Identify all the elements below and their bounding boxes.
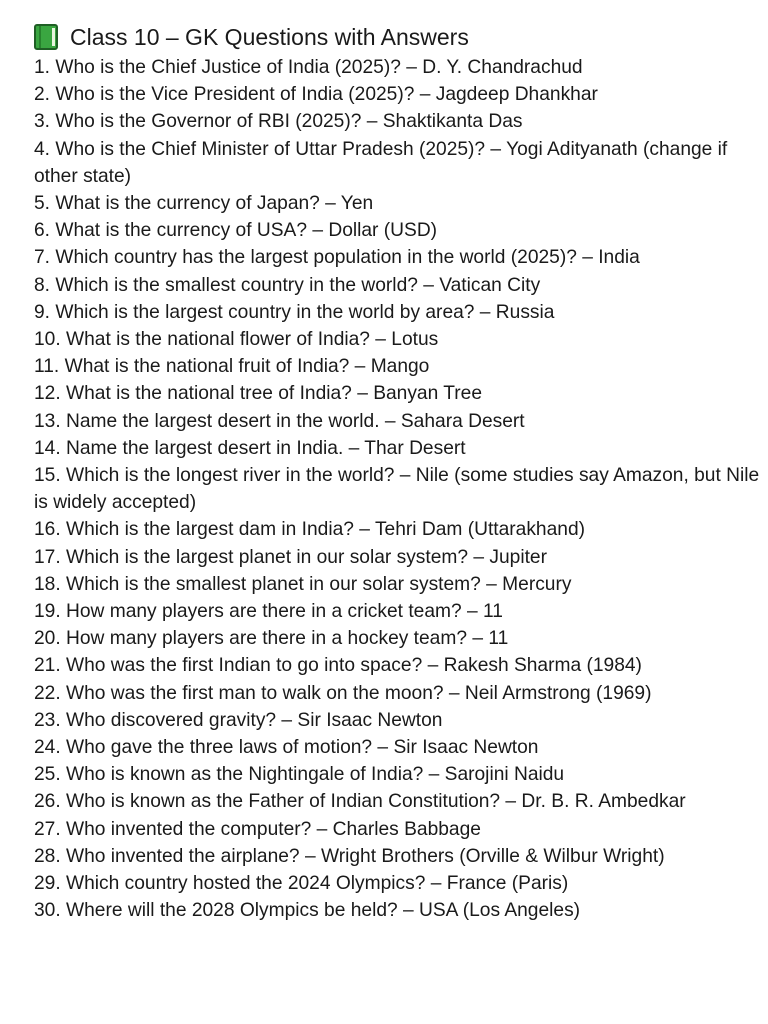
question-item: 21. Who was the first Indian to go into space? – Rakesh Sharma (1984) — [34, 655, 642, 677]
question-item: 22. Who was the first man to walk on the moon? – Neil Armstrong (1969) — [34, 682, 652, 704]
question-item: 24. Who gave the three laws of motion? – Sir Isaac Newton — [34, 737, 539, 759]
question-item: 15. Which is the longest river in the world? – Nile (some studies say Amazon, but Nile is widely accepted) — [34, 465, 760, 514]
question-item: 2. Who is the Vice President of India (2025)? – Jagdeep Dhankhar — [34, 84, 598, 106]
question-item: 27. Who invented the computer? – Charles Babbage — [34, 818, 481, 840]
question-item: 23. Who discovered gravity? – Sir Isaac Newton — [34, 709, 443, 731]
question-item: 20. How many players are there in a hockey team? – 11 — [34, 628, 509, 650]
question-item: 26. Who is known as the Father of Indian Constitution? – Dr. B. R. Ambedkar — [34, 791, 686, 813]
question-item: 9. Which is the largest country in the world by area? – Russia — [34, 301, 555, 323]
document-body — [34, 20, 760, 925]
question-item: 3. Who is the Governor of RBI (2025)? – Shaktikanta Das — [34, 111, 523, 133]
question-item: 12. What is the national tree of India? – Banyan Tree — [34, 383, 482, 405]
question-item: 25. Who is known as the Nightingale of India? – Sarojini Naidu — [34, 764, 565, 786]
question-list — [34, 54, 760, 925]
question-item: 29. Which country hosted the 2024 Olympics? – France (Paris) — [34, 873, 569, 895]
question-item: 10. What is the national flower of India? – Lotus — [34, 329, 439, 351]
question-item: 1. Who is the Chief Justice of India (2025)? – D. Y. Chandrachud — [34, 57, 583, 78]
question-item: 7. Which country has the largest population in the world (2025)? – India — [34, 247, 640, 269]
green-book-icon — [34, 24, 58, 50]
page-title-text: Class 10 – GK Questions with Answers — [70, 24, 469, 50]
question-item: 5. What is the currency of Japan? – Yen — [34, 193, 374, 215]
question-item: 19. How many players are there in a cricket team? – 11 — [34, 601, 503, 623]
page-title — [34, 20, 760, 54]
question-item: 14. Name the largest desert in India. – Thar Desert — [34, 437, 466, 459]
question-item: 6. What is the currency of USA? – Dollar (USD) — [34, 220, 438, 242]
question-item: 8. Which is the smallest country in the world? – Vatican City — [34, 274, 541, 296]
question-item: 4. Who is the Chief Minister of Uttar Pradesh (2025)? – Yogi Adityanath (change if other state) — [34, 138, 728, 187]
question-item: 16. Which is the largest dam in India? – Tehri Dam (Uttarakhand) — [34, 519, 586, 541]
question-item: 28. Who invented the airplane? – Wright Brothers (Orville & Wilbur Wright) — [34, 845, 665, 867]
question-item: 30. Where will the 2028 Olympics be held? – USA (Los Angeles) — [34, 900, 581, 922]
question-item: 18. Which is the smallest planet in our solar system? – Mercury — [34, 573, 572, 595]
question-item: 13. Name the largest desert in the world. – Sahara Desert — [34, 410, 525, 432]
question-item: 11. What is the national fruit of India? – Mango — [34, 356, 430, 378]
question-item: 17. Which is the largest planet in our solar system? – Jupiter — [34, 546, 547, 568]
